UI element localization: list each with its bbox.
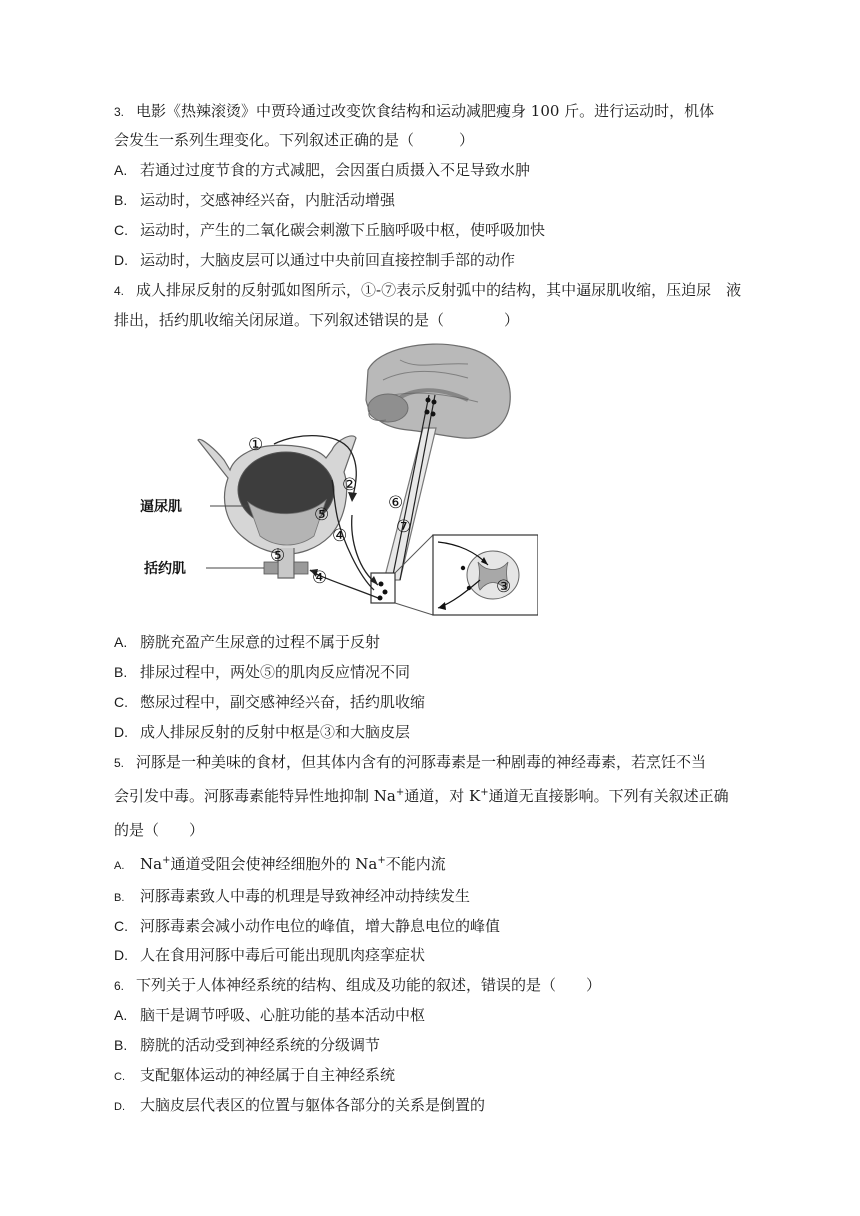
q4-number: 4. — [114, 284, 125, 298]
q3-number: 3. — [114, 105, 125, 119]
marker-1: ① — [248, 435, 264, 455]
q4-option-d: D. 成人排尿反射的反射中枢是③和大脑皮层 — [114, 723, 411, 741]
marker-4-upper: ④ — [332, 526, 348, 546]
q3-stem-line1: 3. 电影《热辣滚烫》中贾玲通过改变饮食结构和运动减肥瘦身 100 斤。进行运动时，机体 — [114, 102, 715, 120]
q3-option-a: A. 若通过过度节食的方式减肥，会因蛋白质摄入不足导致水肿 — [114, 161, 531, 179]
q6-option-a: A. 脑干是调节呼吸、心脏功能的基本活动中枢 — [114, 1006, 426, 1024]
marker-3: ③ — [496, 577, 512, 597]
reflex-arc-figure — [138, 340, 538, 625]
marker-5-lower: ⑤ — [270, 546, 286, 566]
q5-option-b: B. 河豚毒素致人中毒的机理是导致神经冲动持续发生 — [114, 887, 471, 905]
q5-stem-line2: 会引发中毒。河豚毒素能特异性地抑制 Na+通道，对 K+通道无直接影响。下列有关叙述正确 — [114, 787, 729, 805]
marker-4-lower: ④ — [312, 568, 328, 588]
marker-6: ⑥ — [388, 493, 404, 513]
q6-option-b: B. 膀胱的活动受到神经系统的分级调节 — [114, 1036, 381, 1054]
q5-option-d: D. 人在食用河豚中毒后可能出现肌肉痉挛症状 — [114, 946, 426, 964]
q3-option-b: B. 运动时，交感神经兴奋，内脏活动增强 — [114, 191, 396, 209]
q5-stem-line1: 5. 河豚是一种美味的食材，但其体内含有的河豚毒素是一种剧毒的神经毒素，若烹饪不当 — [114, 753, 707, 771]
q5-option-c: C. 河豚毒素会减小动作电位的峰值，增大静息电位的峰值 — [114, 917, 501, 935]
q3-option-d: D. 运动时，大脑皮层可以通过中央前回直接控制手部的动作 — [114, 251, 516, 269]
marker-2: ② — [342, 475, 358, 495]
q4-option-c: C. 憋尿过程中，副交感神经兴奋，括约肌收缩 — [114, 693, 426, 711]
q6-number: 6. — [114, 979, 125, 993]
q4-option-a: A. 膀胱充盈产生尿意的过程不属于反射 — [114, 633, 381, 651]
q5-number: 5. — [114, 756, 125, 770]
q6-option-d: D. 大脑皮层代表区的位置与躯体各部分的关系是倒置的 — [114, 1096, 486, 1114]
marker-7: ⑦ — [396, 517, 412, 537]
q4-option-b: B. 排尿过程中，两处⑤的肌肉反应情况不同 — [114, 663, 411, 681]
marker-5-upper: ⑤ — [314, 505, 330, 525]
q5-stem-line3: 的是（ ） — [114, 821, 205, 839]
q3-option-c: C. 运动时，产生的二氧化碳会刺激下丘脑呼吸中枢，使呼吸加快 — [114, 221, 546, 239]
q4-stem-line1: 4. 成人排尿反射的反射弧如图所示，①-⑦表示反射弧中的结构，其中逼尿肌收缩，压迫尿 液 — [114, 281, 742, 299]
q6-stem-line1: 6. 下列关于人体神经系统的结构、组成及功能的叙述，错误的是（ ） — [114, 976, 602, 994]
q5-option-a: A. Na+通道受阻会使神经细胞外的 Na+不能内流 — [114, 855, 446, 873]
sphincter-label: 括约肌 — [144, 560, 186, 576]
q6-option-c: C. 支配躯体运动的神经属于自主神经系统 — [114, 1066, 396, 1084]
q4-stem-line2: 排出，括约肌收缩关闭尿道。下列叙述错误的是（ ） — [114, 311, 520, 329]
spinal-cord-cross-section-inset — [395, 535, 538, 615]
brain-illustration — [366, 344, 510, 438]
detrusor-label: 逼尿肌 — [140, 498, 182, 514]
q3-stem-line2: 会发生一系列生理变化。下列叙述正确的是（ ） — [114, 131, 475, 149]
